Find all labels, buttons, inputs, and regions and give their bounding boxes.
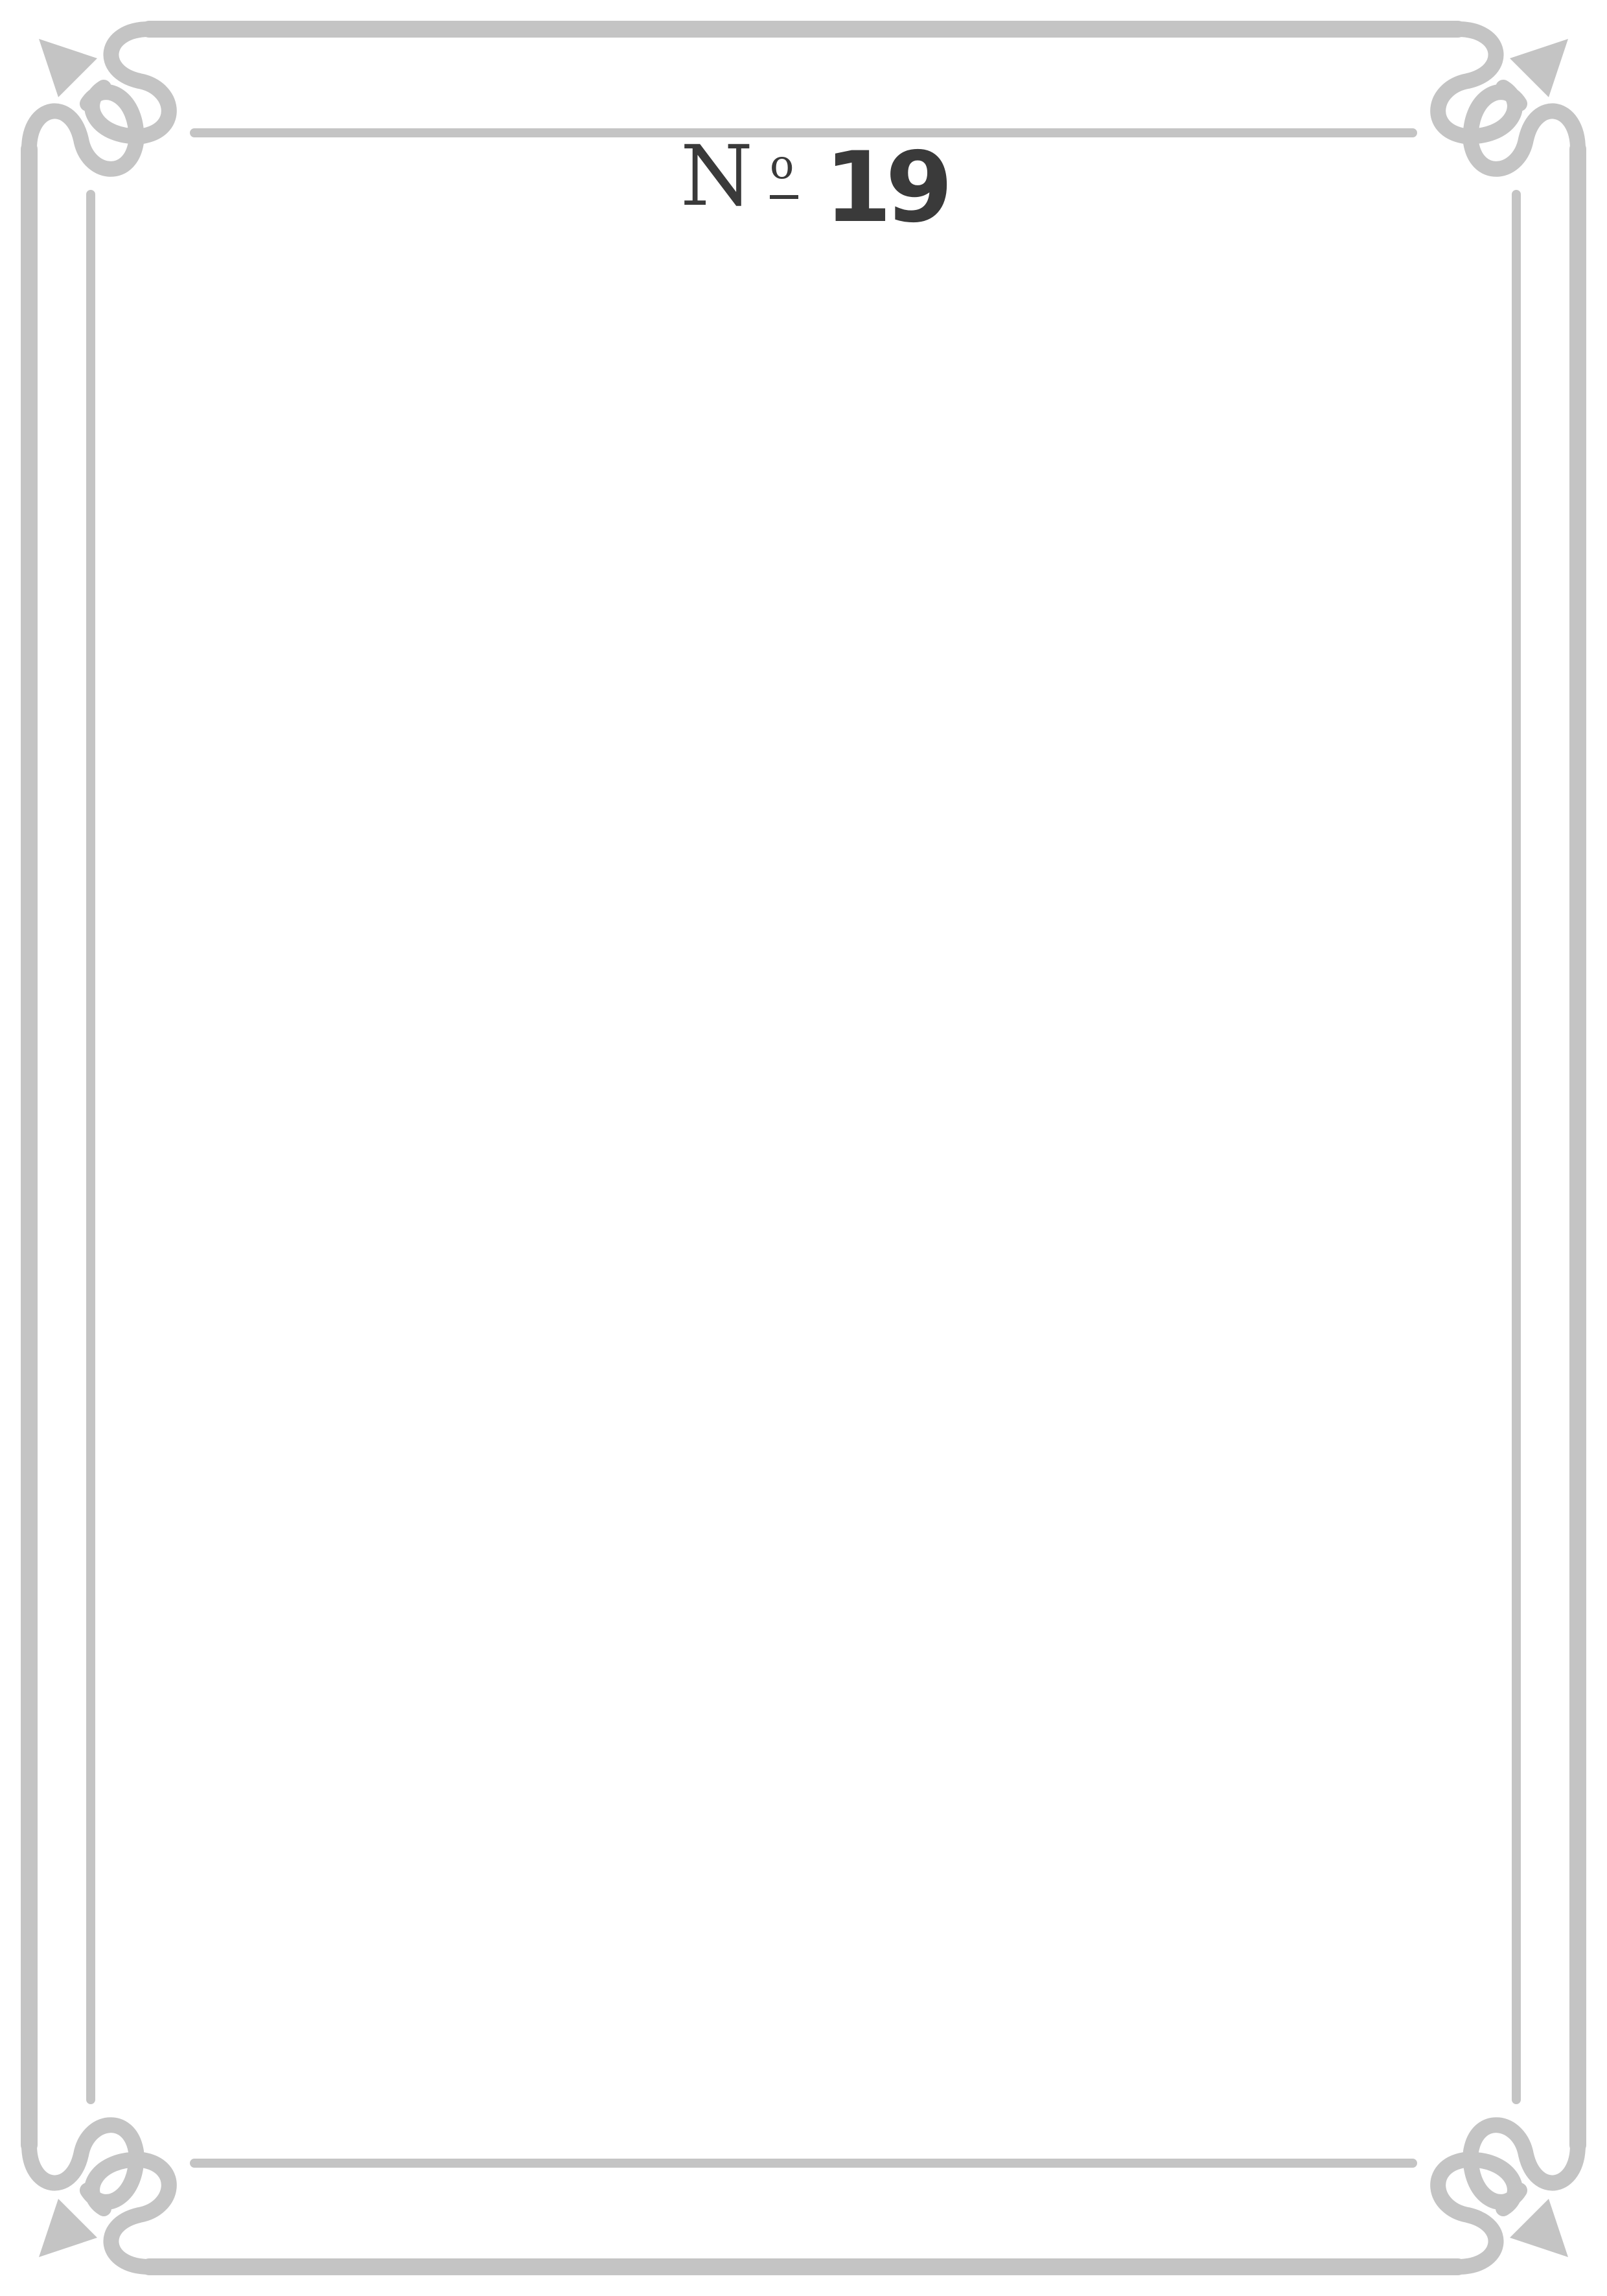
logo-numero-bar xyxy=(770,195,798,199)
service-item xyxy=(288,1047,1260,1141)
hotel-logo xyxy=(680,128,947,262)
logo-numero: N xyxy=(680,128,749,225)
service-item xyxy=(288,671,1260,765)
service-item xyxy=(288,859,1260,953)
logo-numero-o: o xyxy=(770,141,794,188)
service-item xyxy=(288,765,1260,859)
service-item xyxy=(288,953,1260,1047)
logo-number: 19 xyxy=(824,132,947,244)
service-list xyxy=(288,577,1260,1141)
page-title xyxy=(0,321,1607,410)
service-item xyxy=(288,577,1260,671)
